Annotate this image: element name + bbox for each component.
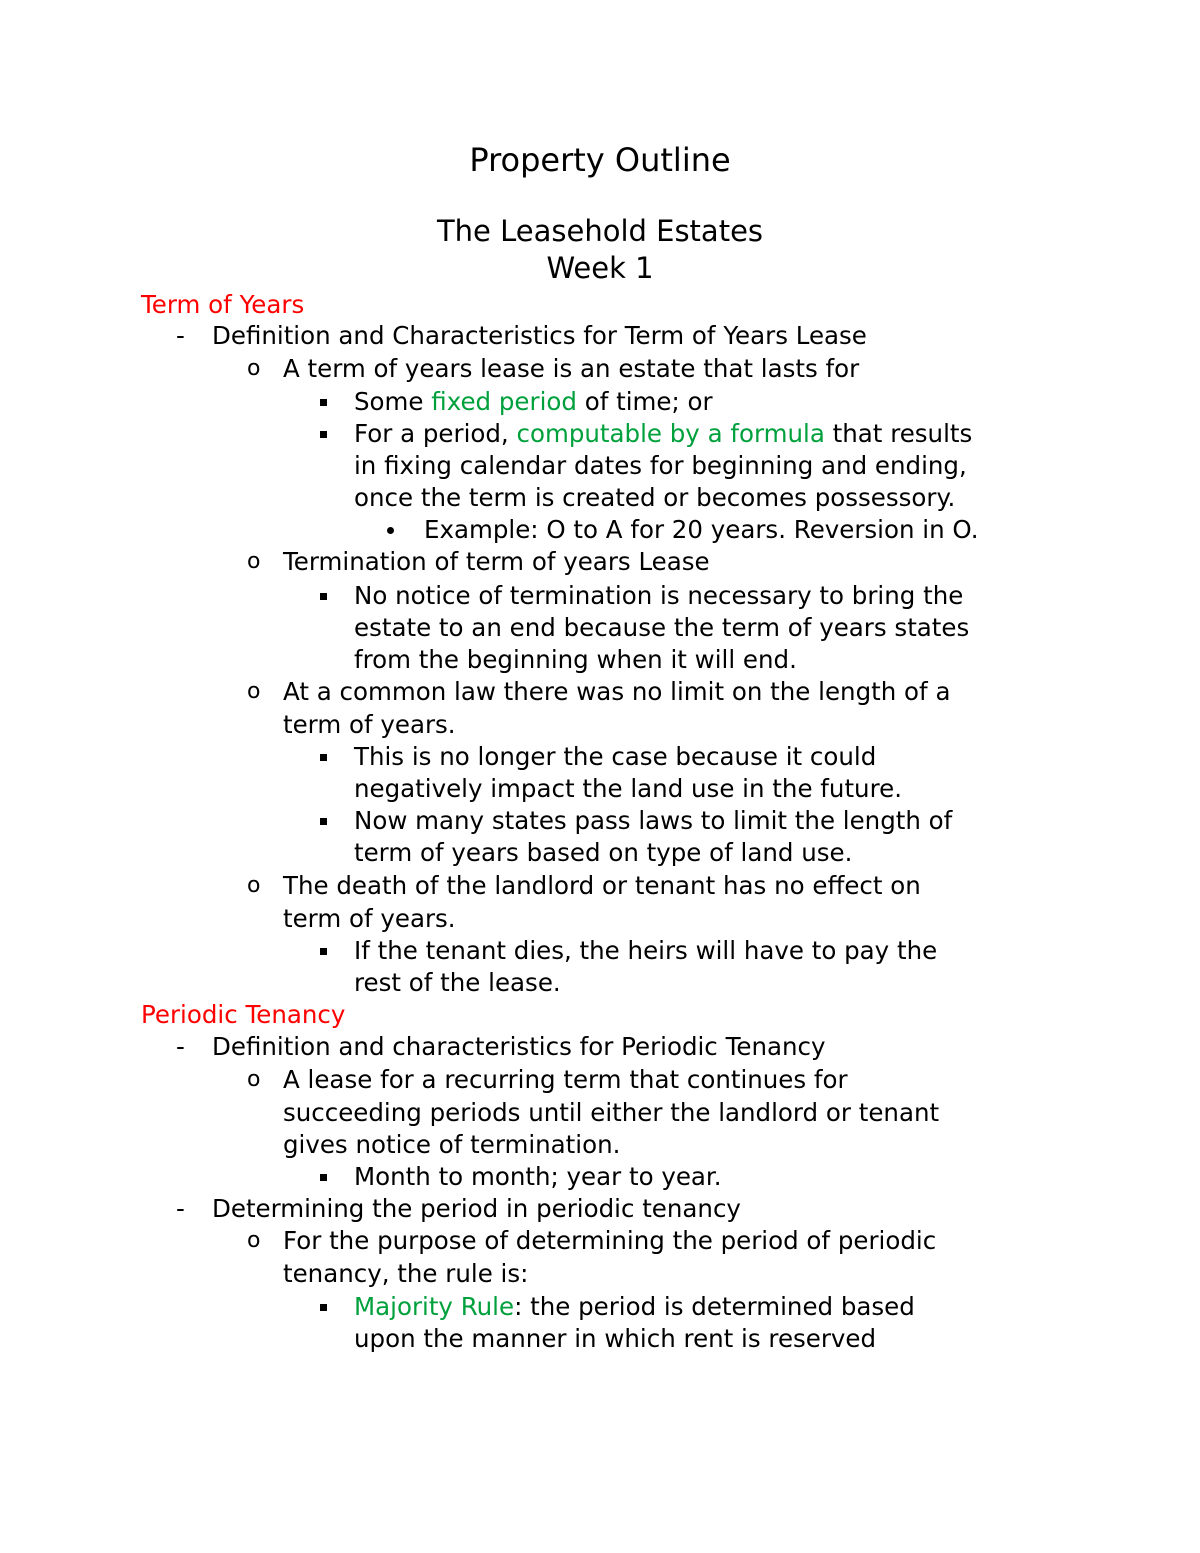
square-bullet bbox=[320, 1161, 327, 1181]
list-item-no-notice-line1: No notice of termination is necessary to bring the bbox=[354, 581, 964, 610]
list-item-definition-periodic: Definition and characteristics for Periodic Tenancy bbox=[212, 1032, 826, 1061]
circle-bullet: o bbox=[247, 356, 261, 381]
list-item-example: Example: O to A for 20 years. Reversion in O. bbox=[424, 515, 979, 544]
list-item-majority-rule: Majority Rule: the period is determined based bbox=[354, 1292, 915, 1321]
square-bullet bbox=[320, 386, 327, 406]
list-item-lasts-for: A term of years lease is an estate that lasts for bbox=[283, 354, 860, 383]
dash-bullet: - bbox=[176, 321, 185, 350]
circle-bullet: o bbox=[247, 1228, 261, 1253]
square-bullet bbox=[320, 805, 327, 825]
dot-bullet bbox=[387, 514, 394, 534]
list-item-common-law-line1: At a common law there was no limit on the length of a bbox=[283, 677, 951, 706]
list-item-determining: Determining the period in periodic tenancy bbox=[212, 1194, 741, 1223]
list-item-states-laws-line2: term of years based on type of land use. bbox=[354, 838, 853, 867]
list-item-recurring-line3: gives notice of termination. bbox=[283, 1130, 621, 1159]
dash-bullet: - bbox=[176, 1032, 185, 1061]
document-title: Property Outline bbox=[469, 141, 731, 179]
list-item-recurring-line2: succeeding periods until either the landlord or tenant bbox=[283, 1098, 940, 1127]
list-item-no-longer-line1: This is no longer the case because it could bbox=[354, 742, 877, 771]
list-item-recurring-line1: A lease for a recurring term that continues for bbox=[283, 1065, 848, 1094]
square-bullet bbox=[320, 1291, 327, 1311]
list-item-common-law-line2: term of years. bbox=[283, 710, 456, 739]
list-item-termination: Termination of term of years Lease bbox=[283, 547, 710, 576]
list-item-formula: For a period, computable by a formula that results bbox=[354, 419, 973, 448]
section-heading-term-of-years: Term of Years bbox=[141, 290, 305, 319]
list-item-purpose-line1: For the purpose of determining the period of periodic bbox=[283, 1226, 937, 1255]
list-item-purpose-line2: tenancy, the rule is: bbox=[283, 1259, 529, 1288]
highlight-majority-rule: Majority Rule bbox=[354, 1292, 515, 1321]
list-item-no-notice-line2: estate to an end because the term of years states bbox=[354, 613, 970, 642]
list-item-death-line2: term of years. bbox=[283, 904, 456, 933]
dash-bullet: - bbox=[176, 1194, 185, 1223]
section-heading-periodic-tenancy: Periodic Tenancy bbox=[141, 1000, 346, 1029]
highlight-fixed-period: fixed period bbox=[431, 387, 577, 416]
document-week: Week 1 bbox=[546, 251, 654, 285]
list-item-formula-line2: in fixing calendar dates for beginning and ending, bbox=[354, 451, 967, 480]
square-bullet bbox=[320, 741, 327, 761]
square-bullet bbox=[320, 580, 327, 600]
square-bullet bbox=[320, 418, 327, 438]
circle-bullet: o bbox=[247, 549, 261, 574]
list-item-death-line1: The death of the landlord or tenant has no effect on bbox=[283, 871, 921, 900]
list-item-majority-rule-line2: upon the manner in which rent is reserved bbox=[354, 1324, 877, 1353]
list-item-heirs-line1: If the tenant dies, the heirs will have to pay the bbox=[354, 936, 938, 965]
list-item-no-longer-line2: negatively impact the land use in the future. bbox=[354, 774, 902, 803]
list-item-heirs-line2: rest of the lease. bbox=[354, 968, 561, 997]
highlight-computable-formula: computable by a formula bbox=[516, 419, 825, 448]
list-item-states-laws-line1: Now many states pass laws to limit the length of bbox=[354, 806, 953, 835]
list-item-no-notice-line3: from the beginning when it will end. bbox=[354, 645, 797, 674]
document-subtitle: The Leasehold Estates bbox=[436, 214, 764, 248]
list-item-month-year: Month to month; year to year. bbox=[354, 1162, 722, 1191]
circle-bullet: o bbox=[247, 873, 261, 898]
circle-bullet: o bbox=[247, 1067, 261, 1092]
square-bullet bbox=[320, 935, 327, 955]
circle-bullet: o bbox=[247, 679, 261, 704]
list-item-fixed-period: Some fixed period of time; or bbox=[354, 387, 713, 416]
list-item-definition-term: Definition and Characteristics for Term of Years Lease bbox=[212, 321, 867, 350]
list-item-formula-line3: once the term is created or becomes possessory. bbox=[354, 483, 956, 512]
